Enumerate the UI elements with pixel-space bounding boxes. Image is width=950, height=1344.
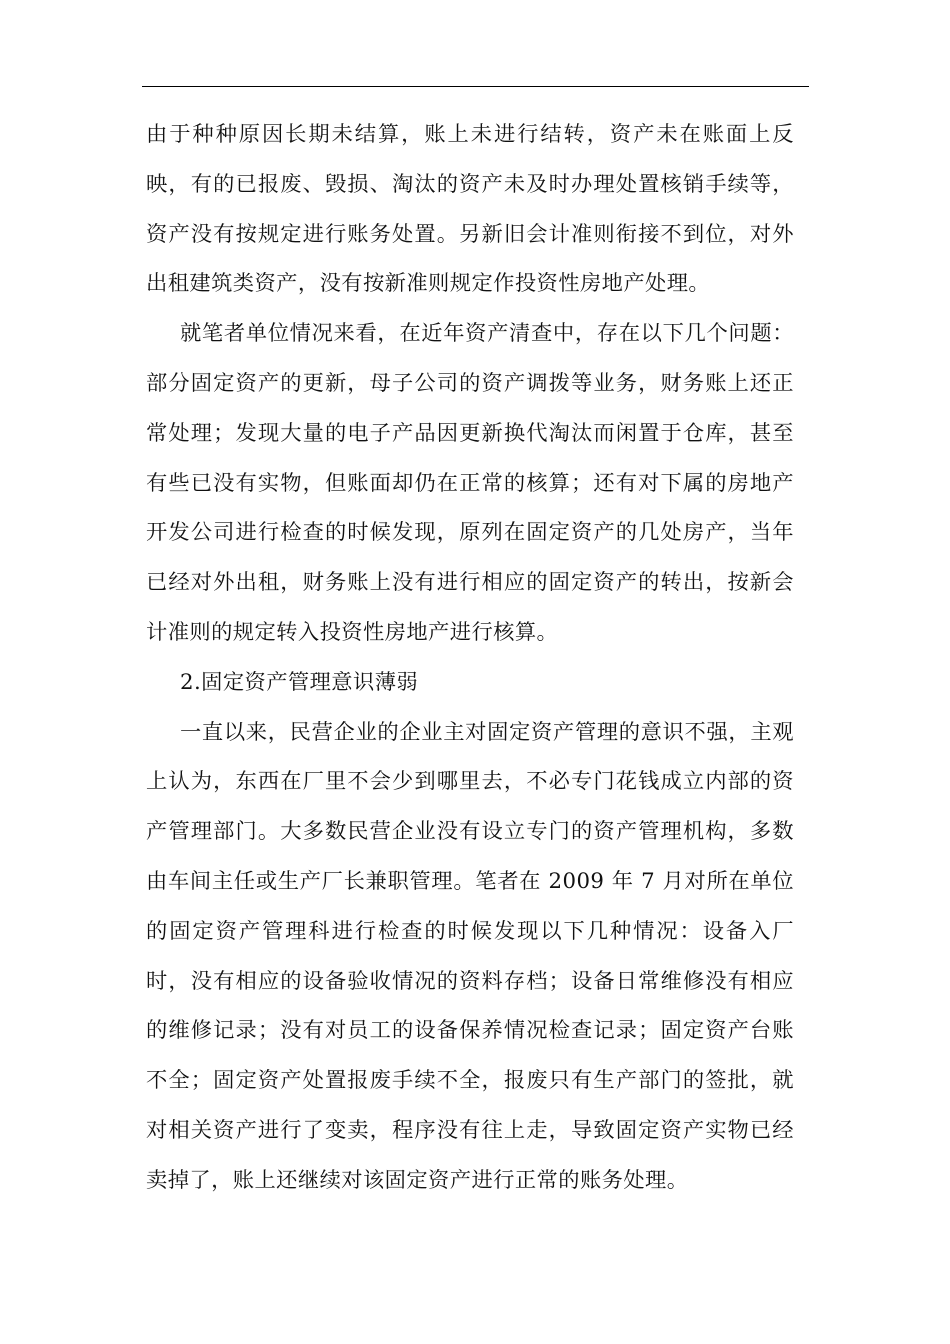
paragraph-asset-disposal: 由于种种原因长期未结算，账上未进行结转，资产未在账面上反映，有的已报废、毁损、淘汰的资产未及时办理处置核销手续等，资产没有按规定进行账务处置。另新旧会计准则衔接不到位，对外出租建筑类资产，没有按新准则规定作投资性房地产处理。 xyxy=(146,122,794,297)
header-rule xyxy=(142,86,809,87)
section-heading-management-awareness: 2.固定资产管理意识薄弱 xyxy=(180,669,419,695)
paragraph-asset-inventory-issues: 就笔者单位情况来看，在近年资产清查中，存在以下几个问题：部分固定资产的更新，母子公司的资产调拨等业务，财务账上还正常处理；发现大量的电子产品因更新换代淘汰而闲置于仓库，甚至有些已没有实物，但账面却仍在正常的核算；还有对下属的房地产开发公司进行检查的时候发现，原列在固定资产的几处房产，当年已经对外出租，财务账上没有进行相应的固定资产的转出，按新会计准则的规定转入投资性房地产进行核算。 xyxy=(146,321,794,645)
paragraph-management-awareness: 一直以来，民营企业的企业主对固定资产管理的意识不强，主观上认为，东西在厂里不会少到哪里去，不必专门花钱成立内部的资产管理部门。大多数民营企业没有设立专门的资产管理机构，多数由车间主任或生产厂长兼职管理。笔者在 2009 年 7 月对所在单位的固定资产管理科进行检查的时候发现以下几种情况：设备入厂时，没有相应的设备验收情况的资料存档；设备日常维修没有相应的维修记录；没有对员工的设备保养情况检查记录；固定资产台账不全；固定资产处置报废手续不全，报废只有生产部门的签批，就对相关资产进行了变卖，程序没有往上走，导致固定资产实物已经卖掉了，账上还继续对该固定资产进行正常的账务处理。 xyxy=(146,719,794,1193)
body-text xyxy=(146,110,794,1206)
